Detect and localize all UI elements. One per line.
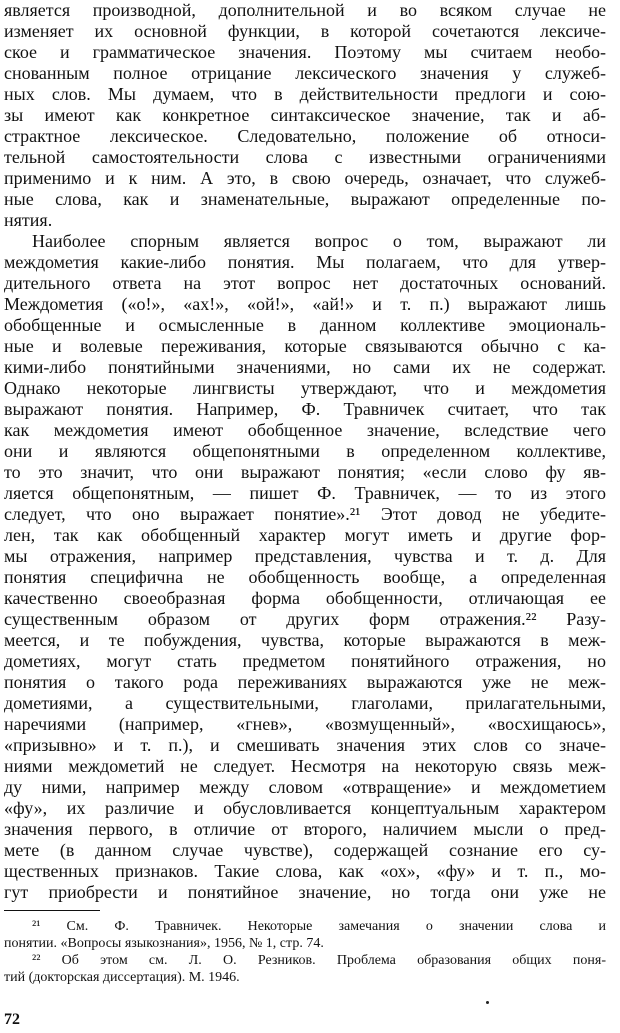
text-line: понятия о такого рода переживаниях выражаются уже не меж- bbox=[4, 672, 606, 692]
text-line: Однако некоторые лингвисты утверждают, что и междометия bbox=[4, 378, 606, 398]
text-line: как междометия имеют обобщенное значение, вследствие чего bbox=[4, 420, 606, 440]
text-line: мете (в данном случае чувстве), содержащей сознание его су- bbox=[4, 840, 606, 860]
text-line: ные и волевые переживания, которые связываются обычно с ка- bbox=[4, 336, 606, 356]
text-line: они и являются общепонятными в определенном коллективе, bbox=[4, 441, 606, 461]
text-line: то это значит, что они выражают понятия; «если слово фу яв- bbox=[4, 462, 606, 482]
text-line: следует, что оно выражает понятие».²¹ Этот довод не убедите- bbox=[4, 504, 606, 524]
footnote-line: понятии. «Вопросы языкознания», 1956, № 1, стр. 74. bbox=[4, 936, 324, 951]
text-line: Наиболее спорным является вопрос о том, выражают ли bbox=[32, 231, 606, 251]
text-line: «фу», их различие и обусловливается концептуальным характером bbox=[4, 798, 606, 818]
print-speck bbox=[486, 1001, 489, 1004]
footnote-line: ²² Об этом см. Л. О. Резников. Проблема образования общих поня- bbox=[32, 953, 606, 968]
text-line: кими-либо понятийными значениями, но сами их не содержат. bbox=[4, 357, 606, 377]
text-line: междометия какие-либо понятия. Мы полагаем, что для утвер- bbox=[4, 252, 606, 272]
page-number: 72 bbox=[4, 1011, 20, 1028]
text-line: гут приобрести и понятийное значение, но тогда они уже не bbox=[4, 882, 606, 902]
text-line: выражают понятия. Например, Ф. Травничек считает, что так bbox=[4, 399, 606, 419]
text-line: качественно своеобразная форма обобщенности, отличающая ее bbox=[4, 588, 606, 608]
text-line: применимо и к ним. А это, в свою очередь, означает, что служеб- bbox=[4, 168, 606, 188]
text-line: существенным образом от других форм отражения.²² Разу- bbox=[4, 609, 606, 629]
text-line: ляется общепонятным, — пишет Ф. Травничек, — то из этого bbox=[4, 483, 606, 503]
text-line: обобщенные и осмысленные в данном коллективе эмоциональ- bbox=[4, 315, 606, 335]
footnotes bbox=[4, 918, 606, 986]
text-line: ду ними, например между словом «отвращение» и междометием bbox=[4, 777, 606, 797]
text-line: зы имеют как конкретное синтаксическое значение, так и аб- bbox=[4, 105, 606, 125]
text-line: ское и грамматическое значения. Поэтому мы считаем необо- bbox=[4, 42, 606, 62]
text-line: тельной самостоятельности слова с известными ограничениями bbox=[4, 147, 606, 167]
text-line: ные слова, как и знаменательные, выражают определенные по- bbox=[4, 189, 606, 209]
footnote-line: тий (докторская диссертация). М. 1946. bbox=[4, 970, 240, 985]
text-line: дометиями, а существительными, глаголами, прилагательными, bbox=[4, 693, 606, 713]
text-line: страктное лексическое. Следовательно, положение об относи- bbox=[4, 126, 606, 146]
text-line: дительного ответа на этот вопрос нет достаточных оснований. bbox=[4, 273, 606, 293]
text-line: понятия специфична не обобщенность вообще, а определенная bbox=[4, 567, 606, 587]
text-line: наречиями (например, «гнев», «возмущенный», «восхищаюсь», bbox=[4, 714, 606, 734]
text-line: щественных признаков. Такие слова, как «ох», «фу» и т. п., мо- bbox=[4, 861, 606, 881]
text-line: лен, так как обобщенный характер могут иметь и другие фор- bbox=[4, 525, 606, 545]
text-line: меется, и те побуждения, чувства, которые выражаются в меж- bbox=[4, 630, 606, 650]
footnote-line: ²¹ См. Ф. Травничек. Некоторые замечания о значении слова и bbox=[32, 919, 606, 934]
text-line: мы отражения, например представления, чувства и т. д. Для bbox=[4, 546, 606, 566]
text-line: ных слов. Мы думаем, что в действительности предлоги и сою- bbox=[4, 84, 606, 104]
text-line: «призывно» и т. п.), и смешивать значения этих слов со значе- bbox=[4, 735, 606, 755]
text-line: дометиях, могут стать предметом понятийного отражения, но bbox=[4, 651, 606, 671]
text-line: является производной, дополнительной и во всяком случае не bbox=[4, 0, 606, 20]
text-line: нятия. bbox=[4, 210, 53, 230]
main-text bbox=[4, 0, 606, 903]
text-line: снованным полное отрицание лексического значения у служеб- bbox=[4, 63, 606, 83]
text-line: изменяет их основной функции, в которой сочетаются лексиче- bbox=[4, 21, 606, 41]
text-line: значения первого, в отличие от второго, наличием мысли о пред- bbox=[4, 819, 606, 839]
text-line: Междометия («о!», «ах!», «ой!», «ай!» и т. п.) выражают лишь bbox=[4, 294, 606, 314]
text-line: ниями междометий не следует. Несмотря на некоторую связь меж- bbox=[4, 756, 606, 776]
footnote-separator bbox=[4, 910, 100, 911]
